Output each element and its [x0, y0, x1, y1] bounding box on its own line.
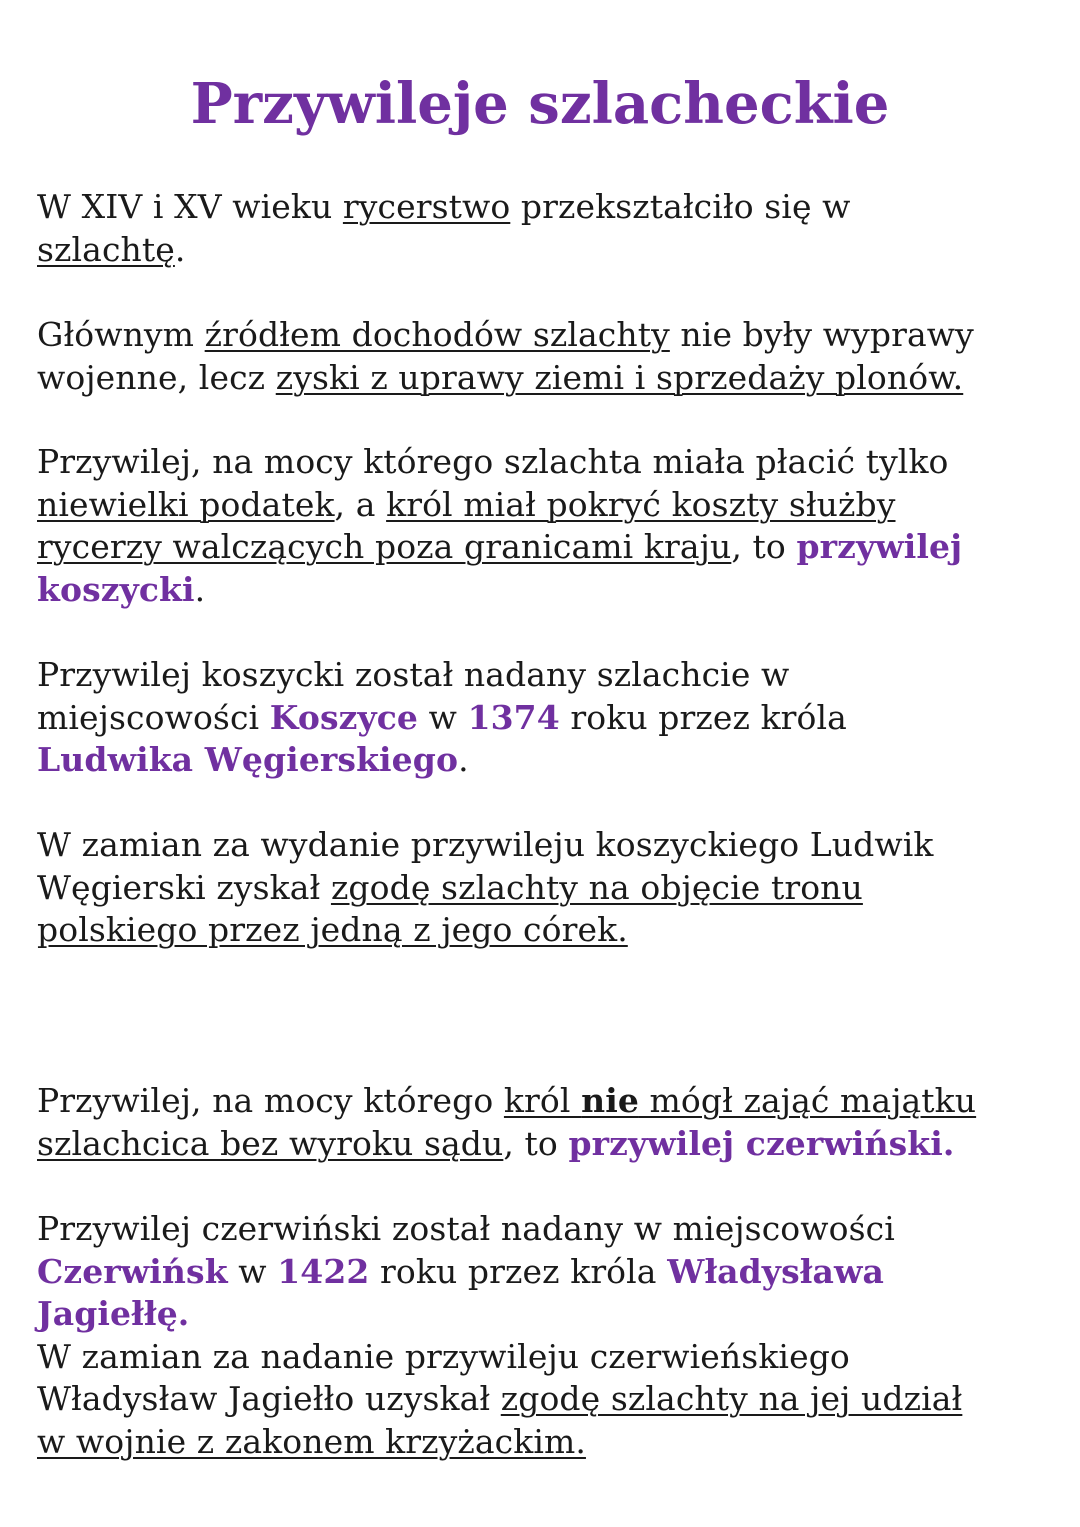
highlighted-year: 1374	[467, 697, 560, 737]
paragraph-czerwinsk	[37, 1208, 1047, 1463]
text-line	[37, 357, 1047, 400]
text-span: roku przez króla	[369, 1251, 668, 1291]
text-line	[37, 186, 1047, 229]
text-line	[37, 484, 1047, 527]
highlighted-term: Ludwika Węgierskiego	[37, 740, 459, 779]
underlined-term: zyski z uprawy ziemi i sprzedaży plonów.	[275, 357, 964, 397]
text-span: nie były wyprawy	[669, 315, 974, 354]
paragraph-rycerstwo	[37, 186, 1047, 271]
text-span: , a	[334, 484, 387, 524]
highlighted-term: Koszyce	[269, 697, 419, 737]
highlighted-term: Czerwińsk	[37, 1251, 228, 1291]
highlighted-term: przywilej czerwiński.	[568, 1123, 955, 1163]
text-span: Węgierski zyskał	[37, 867, 331, 907]
text-line: Przywilej koszycki został nadany szlachcie w	[37, 655, 790, 694]
text-span: miejscowości	[37, 697, 270, 737]
text-span: w	[418, 697, 468, 737]
text-span: .	[458, 740, 469, 779]
paragraph-dochody	[37, 314, 1047, 399]
text-line	[37, 229, 1047, 272]
text-line: Przywilej czerwiński został nadany w miejscowości	[37, 1209, 895, 1248]
paragraph-przywilej-koszycki-def	[37, 441, 1047, 611]
text-line: Przywilej, na mocy którego szlachta miała płacić tylko	[37, 442, 949, 481]
text-span: Przywilej, na mocy którego	[37, 1081, 504, 1120]
text-line: W zamian za nadanie przywileju czerwieńskiego	[37, 1336, 850, 1376]
underlined-term: mógł zająć majątku	[638, 1081, 977, 1120]
text-span: przekształciło się w	[510, 187, 851, 226]
text-span: , to	[731, 527, 797, 566]
paragraph-koszyce	[37, 654, 1047, 782]
text-span: wojenne, lecz	[37, 357, 276, 397]
underlined-term: król	[503, 1081, 582, 1120]
highlighted-term: Jagiełłę.	[37, 1294, 190, 1333]
text-line	[37, 1080, 1047, 1123]
highlighted-term: koszycki	[37, 569, 195, 609]
underlined-term: szlachtę	[37, 229, 175, 269]
text-line	[37, 867, 1047, 910]
underlined-term: polskiego przez jedną z jego córek.	[37, 910, 628, 949]
underlined-term: zgodę szlachty na objęcie tronu	[330, 867, 863, 907]
text-line	[37, 1421, 1047, 1464]
highlighted-year: 1422	[277, 1251, 370, 1291]
text-span: roku przez króla	[559, 697, 847, 737]
text-line	[37, 1251, 1047, 1294]
text-span: w	[227, 1251, 278, 1291]
underlined-term: źródłem dochodów szlachty	[204, 315, 670, 354]
text-span: Głównym	[37, 315, 205, 354]
underlined-term: rycerstwo	[342, 187, 511, 226]
bold-term: nie	[581, 1081, 639, 1120]
paragraph-przywilej-czerwinski-def	[37, 1080, 1047, 1165]
underlined-term: król miał pokryć koszty służby	[386, 484, 896, 524]
text-span: , to	[503, 1123, 569, 1163]
text-line	[37, 1293, 1047, 1336]
paragraph-ludwik-zgoda	[37, 824, 1047, 952]
text-line: W zamian za wydanie przywileju koszyckiego Ludwik	[37, 825, 934, 864]
text-line	[37, 1123, 1047, 1166]
page-title: Przywileje szlacheckie	[190, 71, 890, 137]
text-span: Władysław Jagiełło uzyskał	[37, 1379, 501, 1418]
highlighted-term: Władysława	[667, 1251, 885, 1291]
underlined-term: szlachcica bez wyroku sądu	[37, 1123, 504, 1163]
text-span: .	[174, 229, 186, 269]
underlined-term: niewielki podatek	[37, 484, 335, 524]
underlined-term: w wojnie z zakonem krzyżackim.	[37, 1421, 586, 1461]
text-line	[37, 697, 1047, 740]
text-span: .	[194, 569, 206, 609]
text-line	[37, 526, 1047, 569]
underlined-term: rycerzy walczących poza granicami kraju	[37, 527, 732, 566]
text-line	[37, 569, 1047, 612]
text-line	[37, 1378, 1047, 1421]
text-line	[37, 314, 1047, 357]
highlighted-term: przywilej	[796, 527, 963, 566]
underlined-term: zgodę szlachty na jej udział	[500, 1379, 963, 1418]
text-line	[37, 739, 1047, 782]
text-span: W XIV i XV wieku	[37, 187, 343, 226]
text-line	[37, 909, 1047, 952]
